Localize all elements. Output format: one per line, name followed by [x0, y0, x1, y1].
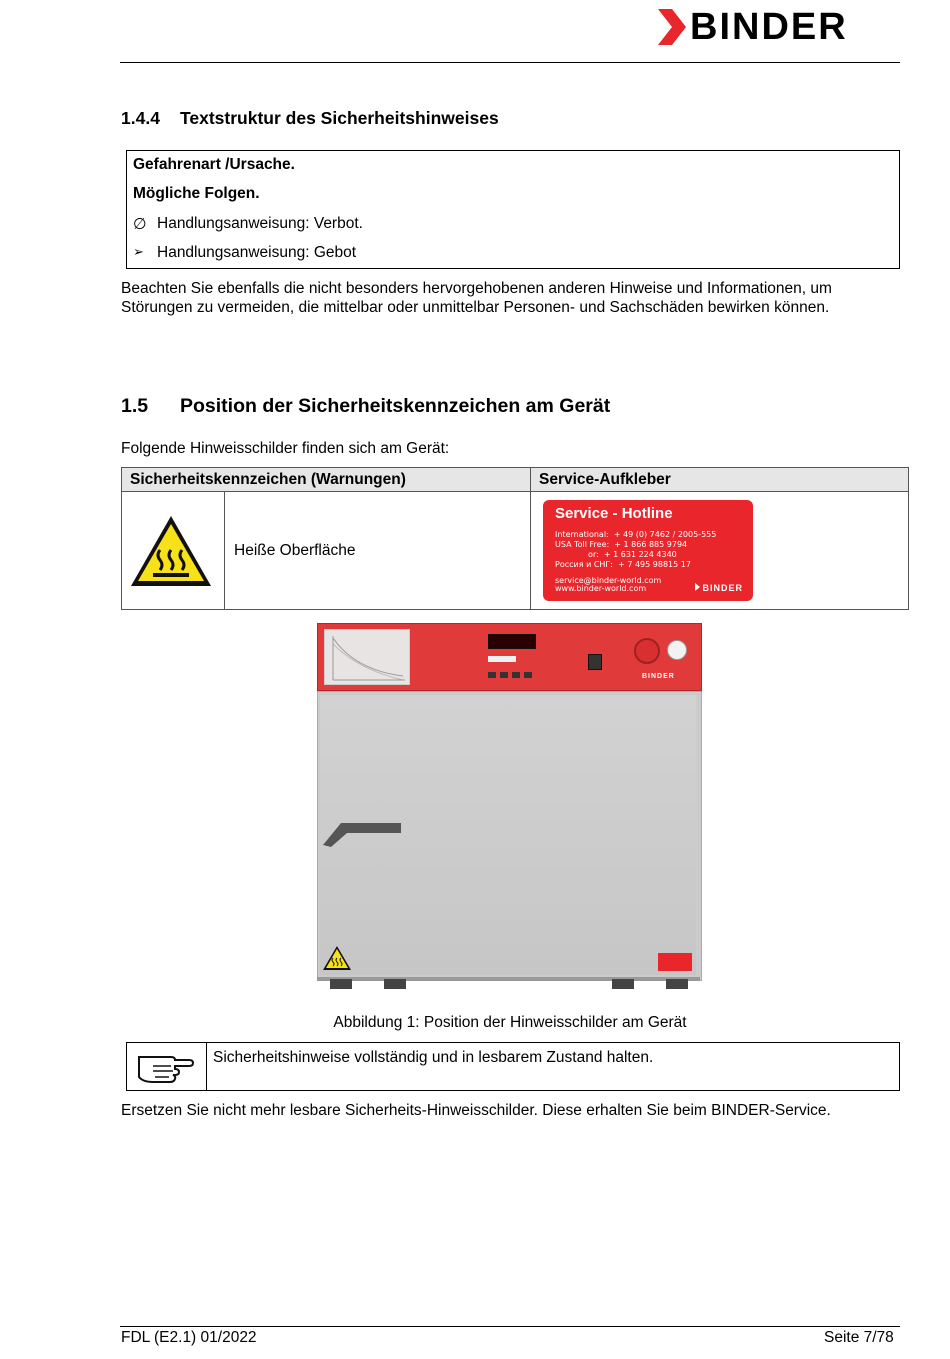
door-handle-icon	[321, 821, 403, 849]
section-15-intro: Folgende Hinweisschilder finden sich am Gerät:	[121, 440, 450, 457]
section-144-paragraph-line-1: Beachten Sie ebenfalls die nicht besonders hervorgehobenen anderen Hinweise und Informationen, um	[121, 280, 832, 297]
device-button-2	[500, 672, 508, 678]
binder-logo-chevron-icon	[656, 9, 686, 45]
warning-label-cell	[225, 492, 531, 610]
device-foot-2	[384, 979, 406, 989]
device-button-3	[512, 672, 520, 678]
footer-document-id: FDL (E2.1) 01/2022	[121, 1329, 257, 1346]
arrow-bullet-icon: ➢	[133, 244, 144, 259]
service-hotline-title: Service - Hotline	[555, 505, 673, 522]
warning-label: Heiße Oberfläche	[234, 541, 356, 559]
device-foot-4	[666, 979, 688, 989]
prohibition-icon: ∅	[133, 216, 147, 233]
device-display-label	[488, 656, 516, 662]
device-illustration	[316, 623, 702, 991]
hot-surface-warning-icon	[129, 514, 213, 588]
service-web: www.binder-world.com	[555, 584, 647, 593]
device-button-4	[524, 672, 532, 678]
column-header-service-sticker: Service-Aufkleber	[531, 468, 909, 492]
device-info-plate-diagram-icon	[325, 630, 409, 684]
note-text: Sicherheitshinweise vollständig und in lesbarem Zustand halten.	[213, 1049, 654, 1066]
device-switch	[588, 654, 602, 670]
brand-name: BINDER	[690, 6, 848, 48]
note-box	[126, 1042, 900, 1091]
door-hot-surface-sticker-icon	[322, 945, 352, 971]
device-control-panel	[317, 623, 702, 691]
device-foot-3	[612, 979, 634, 989]
service-line-usa: USA Toll Free: + 1 866 885 9794	[555, 540, 688, 549]
footer-rule	[120, 1326, 900, 1327]
device-button-1	[488, 672, 496, 678]
figure-caption: Abbildung 1: Position der Hinweisschilder am Gerät	[333, 1014, 687, 1031]
service-line-usa-alt: or: + 1 631 224 4340	[555, 550, 677, 559]
service-sticker-brand: BINDER	[695, 583, 743, 593]
binder-logo	[656, 6, 906, 48]
header-rule	[120, 62, 900, 63]
prohibition-text: Handlungsanweisung: Verbot.	[157, 215, 363, 232]
device-foot-1	[330, 979, 352, 989]
section-title-144: Textstruktur des Sicherheitshinweises	[180, 108, 499, 128]
device-dial-knob	[634, 638, 660, 664]
service-line-international: International: + 49 (0) 7462 / 2005-555	[555, 530, 717, 539]
column-header-warnings: Sicherheitskennzeichen (Warnungen)	[122, 468, 531, 492]
device-panel-brand: BINDER	[642, 673, 675, 680]
service-line-russia: Россия и СНГ: + 7 495 98815 17	[555, 560, 691, 569]
door-service-sticker	[658, 953, 692, 971]
instruction-text: Handlungsanweisung: Gebot	[157, 244, 357, 261]
service-email: service@binder-world.com	[555, 576, 662, 585]
footer-page-number: Seite 7/78	[824, 1329, 894, 1346]
device-base	[317, 977, 700, 981]
brand-chevron-icon	[695, 583, 700, 591]
section-number-15: 1.5	[121, 395, 149, 417]
possible-consequences: Mögliche Folgen.	[133, 185, 260, 202]
section-title-15: Position der Sicherheitskennzeichen am Gerät	[180, 395, 611, 417]
service-hotline-sticker	[543, 500, 753, 601]
hazard-cause: Gefahrenart /Ursache.	[133, 156, 295, 173]
section-144-paragraph-line-2: Störungen zu vermeiden, die mittelbar oder unmittelbar Personen- und Sachschäden bewirken können.	[121, 299, 830, 316]
section-number-144: 1.4.4	[121, 108, 160, 128]
pointing-hand-icon	[135, 1049, 195, 1085]
device-display	[488, 634, 536, 649]
note-divider	[206, 1043, 207, 1090]
device-power-knob	[667, 640, 687, 660]
safety-signs-table	[121, 467, 909, 610]
safety-notice-structure-box	[126, 150, 900, 269]
closing-paragraph: Ersetzen Sie nicht mehr lesbare Sicherheits-Hinweisschilder. Diese erhalten Sie beim BINDER-Service.	[121, 1102, 831, 1119]
device-info-plate	[324, 629, 410, 685]
